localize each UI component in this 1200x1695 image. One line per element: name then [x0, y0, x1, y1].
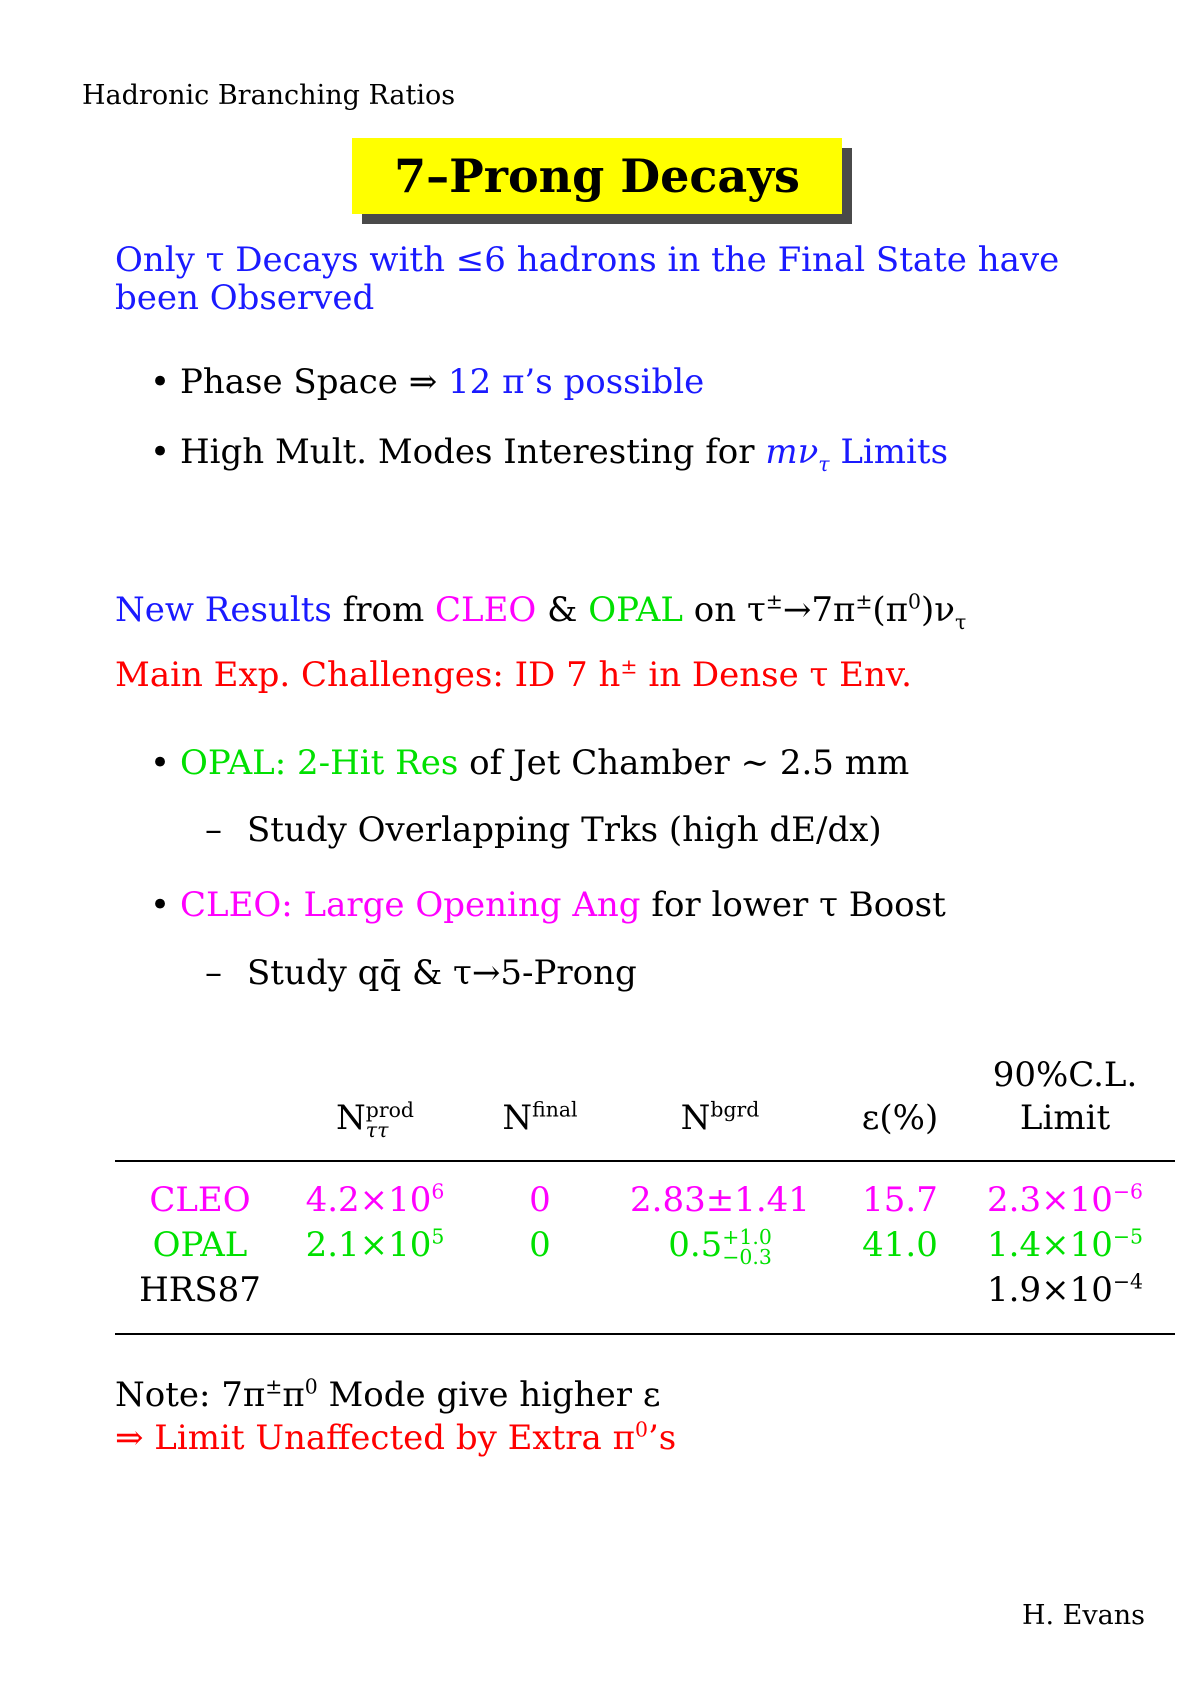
results-cleo: CLEO [435, 590, 537, 630]
cell-exp: CLEO [149, 1180, 251, 1220]
sub-bullet-cleo [205, 953, 637, 993]
cell-n-bgrd-base: 0.5 [668, 1225, 723, 1265]
cell-limit [960, 1225, 1170, 1265]
bullet-high-mult [150, 432, 949, 476]
header-n-prod-sub: ττ [365, 1118, 389, 1142]
bullet-highlight: 12 π’s possible [448, 362, 705, 402]
bullet-opal [150, 743, 909, 783]
note-text-a: Note: 7π [115, 1375, 266, 1415]
results-on: on τ [682, 590, 766, 630]
results-tau-sub: τ [954, 609, 967, 634]
results-arrow: →7π [782, 590, 856, 630]
footer-author: H. Evans [1021, 1600, 1145, 1631]
bullet-highlight-sub: τ [818, 451, 830, 476]
cell-n-bgrd-errors [722, 1224, 772, 1269]
note-text-c: Mode give higher ε [317, 1375, 661, 1415]
header-n-prod [290, 1098, 460, 1140]
bullet-cleo-rest: for lower τ Boost [640, 885, 946, 925]
header-n-final-base: N [502, 1098, 533, 1138]
new-results-line [115, 589, 967, 634]
cell-limit-mant: 2.3×10 [987, 1180, 1113, 1220]
header-n-prod-sup: prod [365, 1097, 414, 1122]
table-rule-top [115, 1160, 1175, 1162]
cell-n-final: 0 [529, 1225, 551, 1265]
bullet-icon: • [150, 743, 171, 783]
cell-exp: HRS87 [139, 1270, 261, 1310]
header-n-bgrd-base: N [680, 1098, 711, 1138]
header-n-prod-scripts [365, 1097, 414, 1142]
dash-icon: – [205, 810, 222, 850]
header-efficiency: ε(%) [861, 1098, 939, 1138]
cell-eff: 41.0 [862, 1225, 938, 1265]
sub-bullet-cleo-text: Study qq̄ & τ→5-Prong [247, 953, 637, 993]
note-pm: ± [265, 1374, 283, 1399]
bullet-highlight-tail: Limits [829, 432, 949, 472]
cell-eff: 15.7 [862, 1180, 938, 1220]
header-n-final [460, 1098, 620, 1138]
header-n-bgrd [620, 1098, 820, 1138]
cell-limit-exp: −4 [1112, 1269, 1143, 1294]
cell-limit [960, 1180, 1170, 1220]
new-results-label: New Results [115, 590, 332, 630]
header-n-prod-base: N [336, 1098, 366, 1138]
results-paren-close: )ν [921, 590, 955, 630]
cell-n-prod-mant: 4.2×10 [305, 1180, 432, 1220]
challenges-line [115, 655, 912, 695]
header-limit-top: 90%C.L. [992, 1055, 1138, 1095]
cell-limit-exp: −6 [1112, 1179, 1143, 1204]
note-line2-a: ⇒ Limit Unaffected by Extra π [115, 1418, 635, 1458]
results-paren-open: (π [872, 590, 909, 630]
cell-n-bgrd [620, 1225, 820, 1267]
bullet-icon: • [150, 885, 171, 925]
sub-bullet-opal [205, 810, 882, 850]
results-zero: 0 [908, 589, 922, 614]
challenges-text-b: in Dense τ Env. [637, 655, 912, 695]
results-pm1: ± [765, 589, 783, 614]
cell-limit-exp: −5 [1112, 1224, 1143, 1249]
bullet-icon: • [150, 432, 171, 472]
intro-line-1: Only τ Decays with ≤6 hadrons in the Final State have [115, 240, 1060, 280]
cell-n-prod [290, 1180, 460, 1220]
cell-n-final: 0 [529, 1180, 551, 1220]
results-from: from [331, 590, 436, 630]
bullet-cleo-colored: CLEO: Large Opening Ang [180, 885, 641, 925]
cell-exp: OPAL [152, 1225, 248, 1265]
cell-n-prod-exp: 5 [431, 1224, 445, 1249]
cell-n-bgrd: 2.83±1.41 [630, 1180, 810, 1220]
note-line-2 [115, 1418, 676, 1458]
bullet-highlight-m: m [765, 432, 798, 472]
cell-n-bgrd-up: +1.0 [722, 1224, 772, 1249]
results-opal: OPAL [588, 590, 683, 630]
bullet-cleo [150, 885, 946, 925]
challenges-text-a: Main Exp. Challenges: ID 7 h [115, 655, 621, 695]
cell-limit [960, 1270, 1170, 1310]
cell-n-prod [290, 1225, 460, 1265]
dash-icon: – [205, 953, 222, 993]
note-zero: 0 [304, 1374, 318, 1399]
cell-limit-mant: 1.4×10 [987, 1225, 1113, 1265]
bullet-icon: • [150, 362, 171, 402]
challenges-pm: ± [620, 654, 638, 679]
bullet-highlight-nu: ν [797, 432, 819, 472]
header-n-final-sup: final [532, 1097, 578, 1122]
slide-title: 7–Prong Decays [394, 149, 800, 203]
note-line2-b: ’s [647, 1418, 677, 1458]
header-limit-bottom: Limit [1019, 1098, 1111, 1138]
results-pm2: ± [855, 589, 873, 614]
sub-bullet-opal-text: Study Overlapping Trks (high dE/dx) [247, 810, 882, 850]
bullet-phase-space [150, 362, 704, 402]
bullet-text: Phase Space ⇒ [180, 362, 449, 402]
results-amp: & [536, 590, 589, 630]
header-n-bgrd-sup: bgrd [710, 1097, 760, 1122]
note-line-1 [115, 1375, 660, 1415]
cell-n-bgrd-down: −0.3 [722, 1245, 772, 1269]
intro-line-2: been Observed [115, 278, 375, 318]
bullet-opal-rest: of Jet Chamber ∼ 2.5 mm [458, 743, 910, 783]
cell-limit-mant: 1.9×10 [987, 1270, 1113, 1310]
cell-n-prod-mant: 2.1×10 [305, 1225, 432, 1265]
bullet-opal-colored: OPAL: 2-Hit Res [180, 743, 459, 783]
bullet-text: High Mult. Modes Interesting for [180, 432, 766, 472]
note-line2-zero: 0 [634, 1417, 648, 1442]
header-title: Hadronic Branching Ratios [82, 80, 456, 111]
cell-n-prod-exp: 6 [431, 1179, 445, 1204]
slide-title-box [352, 138, 842, 214]
table-rule-bottom [115, 1333, 1175, 1335]
note-text-b: π [282, 1375, 305, 1415]
